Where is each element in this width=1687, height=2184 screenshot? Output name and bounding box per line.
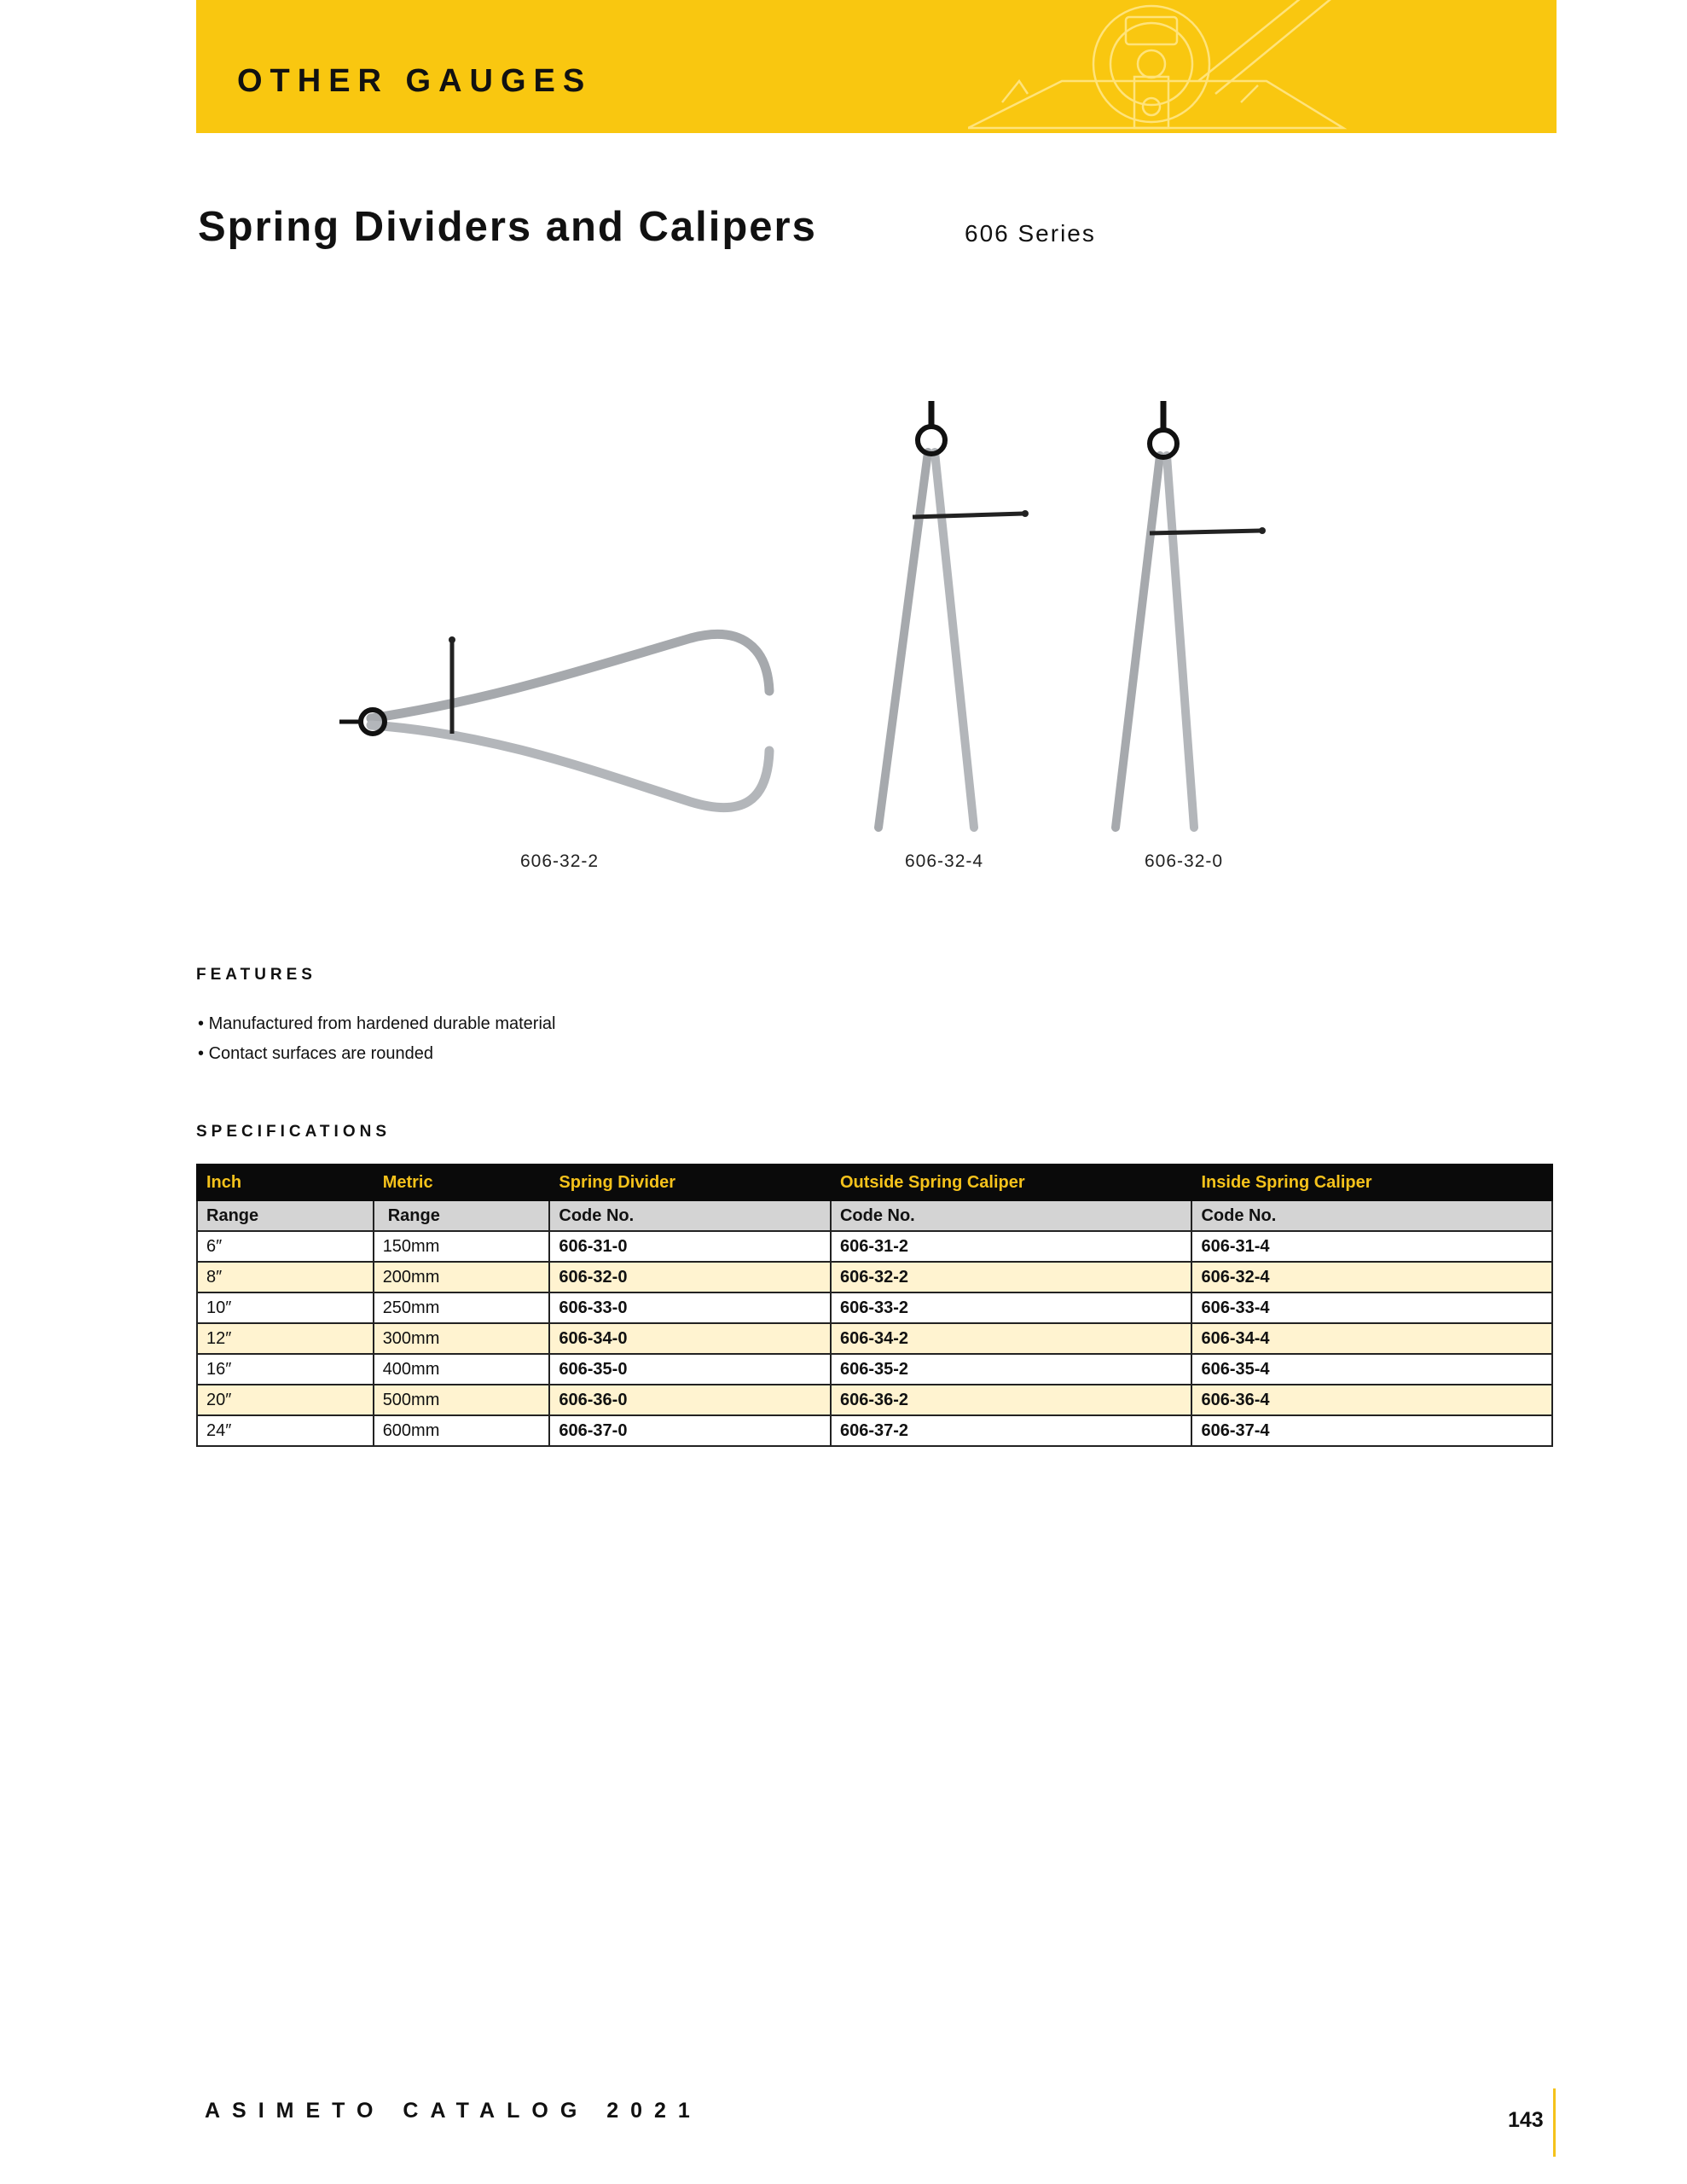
cell-inch: 10″ — [197, 1292, 374, 1323]
cell-metric: 400mm — [374, 1354, 550, 1385]
caption-spring-divider: 606-32-4 — [905, 851, 984, 871]
cell-inch: 16″ — [197, 1354, 374, 1385]
header-inch: Inch — [197, 1165, 374, 1200]
subheader-range: Range — [374, 1200, 550, 1231]
cell-code: 606-36-4 — [1191, 1385, 1552, 1415]
caption-divider: 606-32-0 — [1145, 851, 1224, 871]
table-row — [197, 1231, 1552, 1262]
table-subheader-row — [197, 1200, 1552, 1231]
table-row — [197, 1292, 1552, 1323]
header-outside-caliper: Outside Spring Caliper — [831, 1165, 1192, 1200]
table-row — [197, 1354, 1552, 1385]
cell-metric: 500mm — [374, 1385, 550, 1415]
cell-code: 606-35-2 — [831, 1354, 1192, 1385]
cell-code: 606-32-2 — [831, 1262, 1192, 1292]
features-heading: FEATURES — [196, 966, 316, 984]
cell-metric: 250mm — [374, 1292, 550, 1323]
cell-code: 606-33-2 — [831, 1292, 1192, 1323]
cell-code: 606-37-4 — [1191, 1415, 1552, 1446]
cell-code: 606-36-0 — [549, 1385, 831, 1415]
cell-metric: 300mm — [374, 1323, 550, 1354]
cell-code: 606-37-0 — [549, 1415, 831, 1446]
header-spring-divider: Spring Divider — [549, 1165, 831, 1200]
cell-code: 606-37-2 — [831, 1415, 1192, 1446]
specifications-heading: SPECIFICATIONS — [196, 1123, 391, 1141]
cell-metric: 150mm — [374, 1231, 550, 1262]
cell-inch: 24″ — [197, 1415, 374, 1446]
page-title: Spring Dividers and Calipers — [198, 204, 817, 250]
cell-code: 606-36-2 — [831, 1385, 1192, 1415]
outside-caliper-illustration — [339, 634, 769, 807]
header-metric: Metric — [374, 1165, 550, 1200]
cell-code: 606-33-0 — [549, 1292, 831, 1323]
cell-inch: 20″ — [197, 1385, 374, 1415]
cell-code: 606-33-4 — [1191, 1292, 1552, 1323]
cell-code: 606-34-4 — [1191, 1323, 1552, 1354]
cell-inch: 6″ — [197, 1231, 374, 1262]
subheader-code: Code No. — [549, 1200, 831, 1231]
series-label: 606 Series — [965, 220, 1096, 247]
spring-divider-illustration — [878, 401, 1029, 828]
table-header-row — [197, 1165, 1552, 1200]
feature-item: • Manufactured from hardened durable material — [198, 1009, 555, 1039]
cell-code: 606-31-4 — [1191, 1231, 1552, 1262]
section-title: OTHER GAUGES — [237, 63, 593, 99]
header-inside-caliper: Inside Spring Caliper — [1191, 1165, 1552, 1200]
cell-code: 606-34-0 — [549, 1323, 831, 1354]
subheader-range: Range — [197, 1200, 374, 1231]
cell-inch: 8″ — [197, 1262, 374, 1292]
cell-metric: 200mm — [374, 1262, 550, 1292]
cell-code: 606-32-0 — [549, 1262, 831, 1292]
page-number: 143 — [1508, 2108, 1544, 2132]
table-row — [197, 1262, 1552, 1292]
cell-code: 606-35-4 — [1191, 1354, 1552, 1385]
divider-illustration — [1116, 401, 1266, 828]
cell-code: 606-31-0 — [549, 1231, 831, 1262]
table-row — [197, 1385, 1552, 1415]
section-banner — [196, 0, 1557, 133]
subheader-code: Code No. — [1191, 1200, 1552, 1231]
specifications-table — [196, 1164, 1553, 1447]
protractor-watermark-icon — [968, 0, 1557, 133]
catalog-footer: ASIMETO CATALOG 2021 — [205, 2099, 702, 2123]
feature-item: • Contact surfaces are rounded — [198, 1039, 555, 1069]
product-photos — [324, 384, 1305, 845]
cell-metric: 600mm — [374, 1415, 550, 1446]
footer-divider — [1553, 2088, 1556, 2157]
table-row — [197, 1415, 1552, 1446]
cell-code: 606-35-0 — [549, 1354, 831, 1385]
cell-code: 606-32-4 — [1191, 1262, 1552, 1292]
table-row — [197, 1323, 1552, 1354]
features-list — [198, 1009, 555, 1069]
caption-outside-caliper: 606-32-2 — [520, 851, 600, 871]
cell-inch: 12″ — [197, 1323, 374, 1354]
subheader-code: Code No. — [831, 1200, 1192, 1231]
cell-code: 606-31-2 — [831, 1231, 1192, 1262]
cell-code: 606-34-2 — [831, 1323, 1192, 1354]
